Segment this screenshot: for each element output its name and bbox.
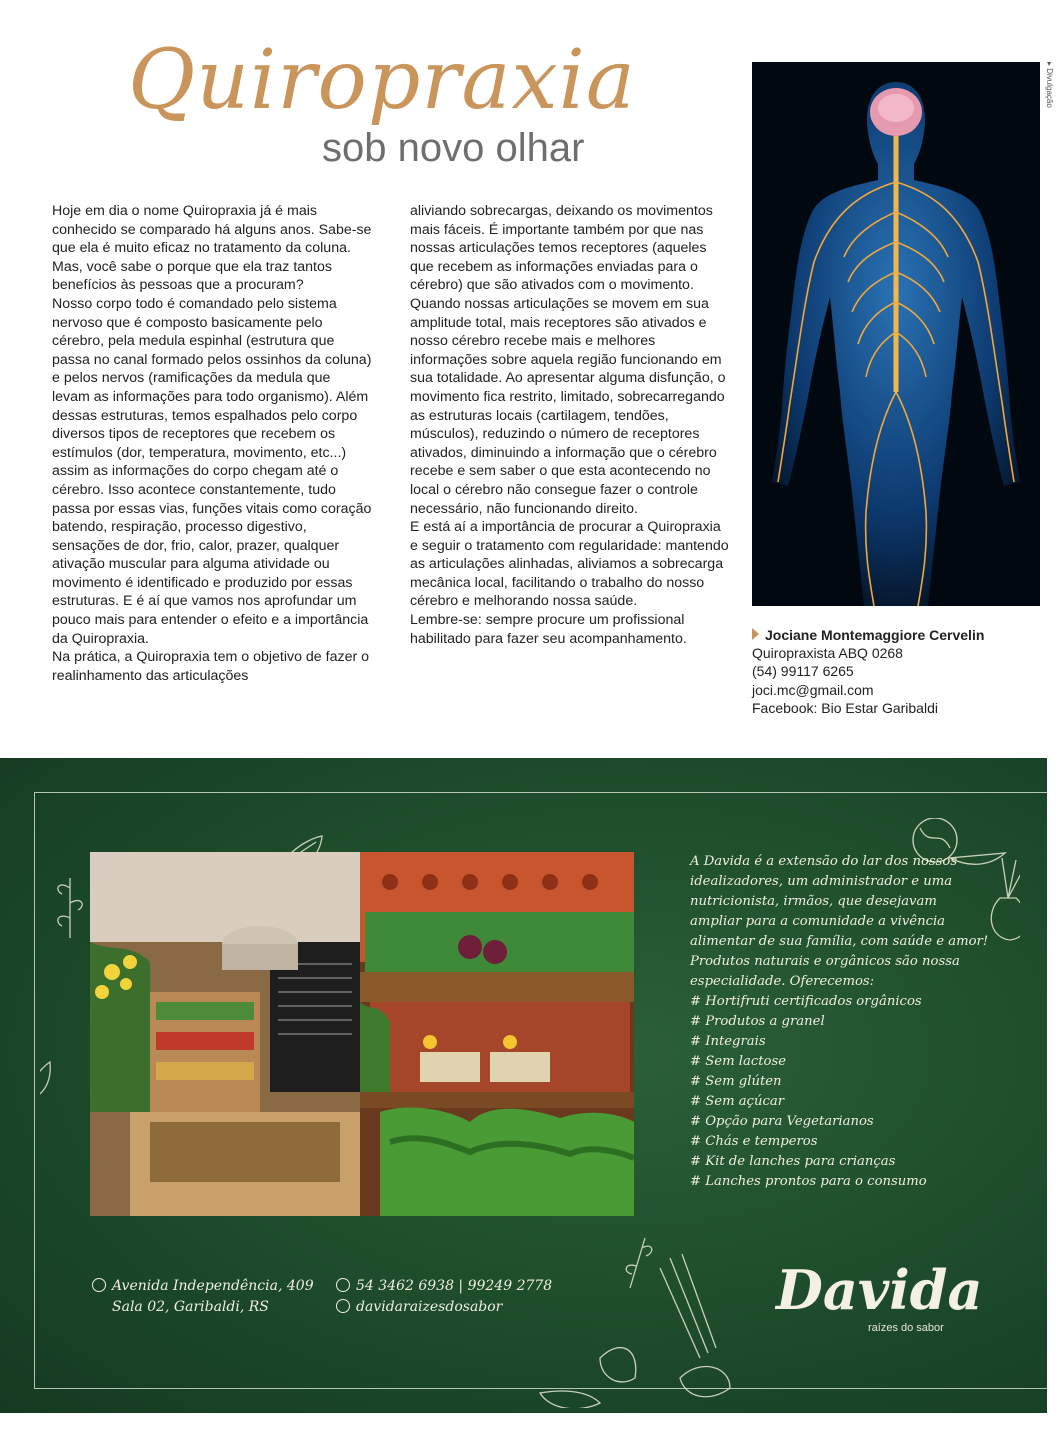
author-role: Quiropraxista ABQ 0268 [752,645,903,662]
address-line-2: Sala 02, Garibaldi, RS [112,1299,269,1315]
image-credit [1042,62,1056,152]
paragraph: Quando nossas articulações se movem em sua amplitude total, mais receptores são ativados e nosso cérebro recebe mais e melhores informações sobre aquela região funcionando em sua totalidade. Ao apresentar alguma disfunção, o movimento fica restrito, limitado, sobrecarregando as estruturas locais (cartilagem, tendões, músculos), reduzindo o número de receptores ativados, diminuindo a informação que o cérebro recebe e sem saber o que esta acontecendo no local o cérebro não consegue fazer o controle necessário, não funcionando direito. [410,295,726,517]
whatsapp-icon [336,1278,350,1292]
arrow-icon [752,628,759,640]
list-item: # Opção para Vegetarianos [690,1112,990,1132]
ad-intro-2: Produtos naturais e orgânicos são nossa especialidade. Oferecemos: [690,954,960,989]
logo-tagline: raízes do sabor [868,1322,944,1334]
logo-wordmark: Davida [776,1258,983,1322]
list-item: # Sem glúten [690,1072,990,1092]
author-email: joci.mc@gmail.com [752,681,874,698]
ad-description [690,852,990,1192]
list-item: # Integrais [690,1032,990,1052]
author-info [752,626,984,717]
paragraph: Nosso corpo todo é comandado pelo sistema nervoso que é composto basicamente pelo cérebro, pela medula espinhal (estrutura que passa no canal formado pelos ossinhos da coluna) e pelos nervos (ramificações da medula que levam as informações para todo organismo). Além dessas estruturas, temos espalhados pelo corpo diversos tipos de receptores que recebem os estímulos (dor, temperatura, movimento, etc...) assim as informações do corpo chegam até o cérebro. Isso acontece constantemente, tudo passa por essas vias, funções vitais como coração batendo, respiração, processo digestivo, sensações de dor, frio, calor, prazer, qualquer ativação muscular para alguma atividade ou movimento é identificado e produzido por essas estruturas. E é aí que vamos nos aprofundar um pouco mais para entender o efeito e a importância da Quiropraxia. [52,295,372,647]
address-line-1: Avenida Independência, 409 [112,1278,314,1294]
ad-address [92,1276,314,1318]
list-item: # Chás e temperos [690,1132,990,1152]
image-credit-text: ▸ Divulgação [1045,62,1054,108]
location-pin-icon [92,1278,106,1292]
davida-logo [776,1260,986,1340]
article-subtitle: sob novo olhar [322,126,585,170]
paragraph: Na prática, a Quiropraxia tem o objetivo de fazer o realinhamento das articulações [52,649,370,684]
article-title: Quiropraxia [128,33,636,128]
paragraph: E está aí a importância de procurar a Quiropraxia e seguir o tratamento com regularidade: mantendo as articulações alinhadas, aliviamos a sobrecarga mecânica local, facilitando o trabalho do nosso cérebro e melhorando nossa saúde. [410,519,729,610]
store-photo [90,852,634,1216]
author-phone: (54) 99117 6265 [752,663,854,680]
list-item: # Lanches prontos para o consumo [690,1172,990,1192]
article-column-1 [52,202,372,685]
list-item: # Sem açúcar [690,1092,990,1112]
author-name: Jociane Montemaggiore Cervelin [765,627,985,643]
nervous-system-image [752,62,1040,606]
list-item: # Sem lactose [690,1052,990,1072]
ad-phone: 54 3462 6938 | 99249 2778 [356,1278,553,1294]
offers-list [690,992,990,1192]
list-item: # Produtos a granel [690,1012,990,1032]
list-item: # Hortifruti certificados orgânicos [690,992,990,1012]
facebook-icon [336,1299,350,1313]
ad-contact [336,1276,552,1318]
ad-social: davidaraizesdosabor [356,1299,503,1315]
list-item: # Kit de lanches para crianças [690,1152,990,1172]
paragraph: aliviando sobrecargas, deixando os movimentos mais fáceis. É importante também por que nas nossas articulações temos receptores (aqueles que recebem as informações enviadas para o cérebro) que são ativados com o movimento. [410,203,713,294]
paragraph: Hoje em dia o nome Quiropraxia já é mais conhecido se comparado há alguns anos. Sabe-se que ela é muito eficaz no tratamento da coluna. Mas, você sabe o porque que ela traz tantos benefícios às pessoas que a procuram? [52,203,372,294]
ad-intro: A Davida é a extensão do lar dos nossos idealizadores, um administrador e uma nutricionista, irmãos, que desejavam ampliar para a comunidade a vivência alimentar de sua família, com saúde e amor! [690,854,989,949]
author-facebook: Facebook: Bio Estar Garibaldi [752,699,938,716]
article-column-2 [410,202,730,648]
davida-advertisement [0,758,1047,1413]
paragraph: Lembre-se: sempre procure um profissional habilitado para fazer seu acompanhamento. [410,612,687,647]
